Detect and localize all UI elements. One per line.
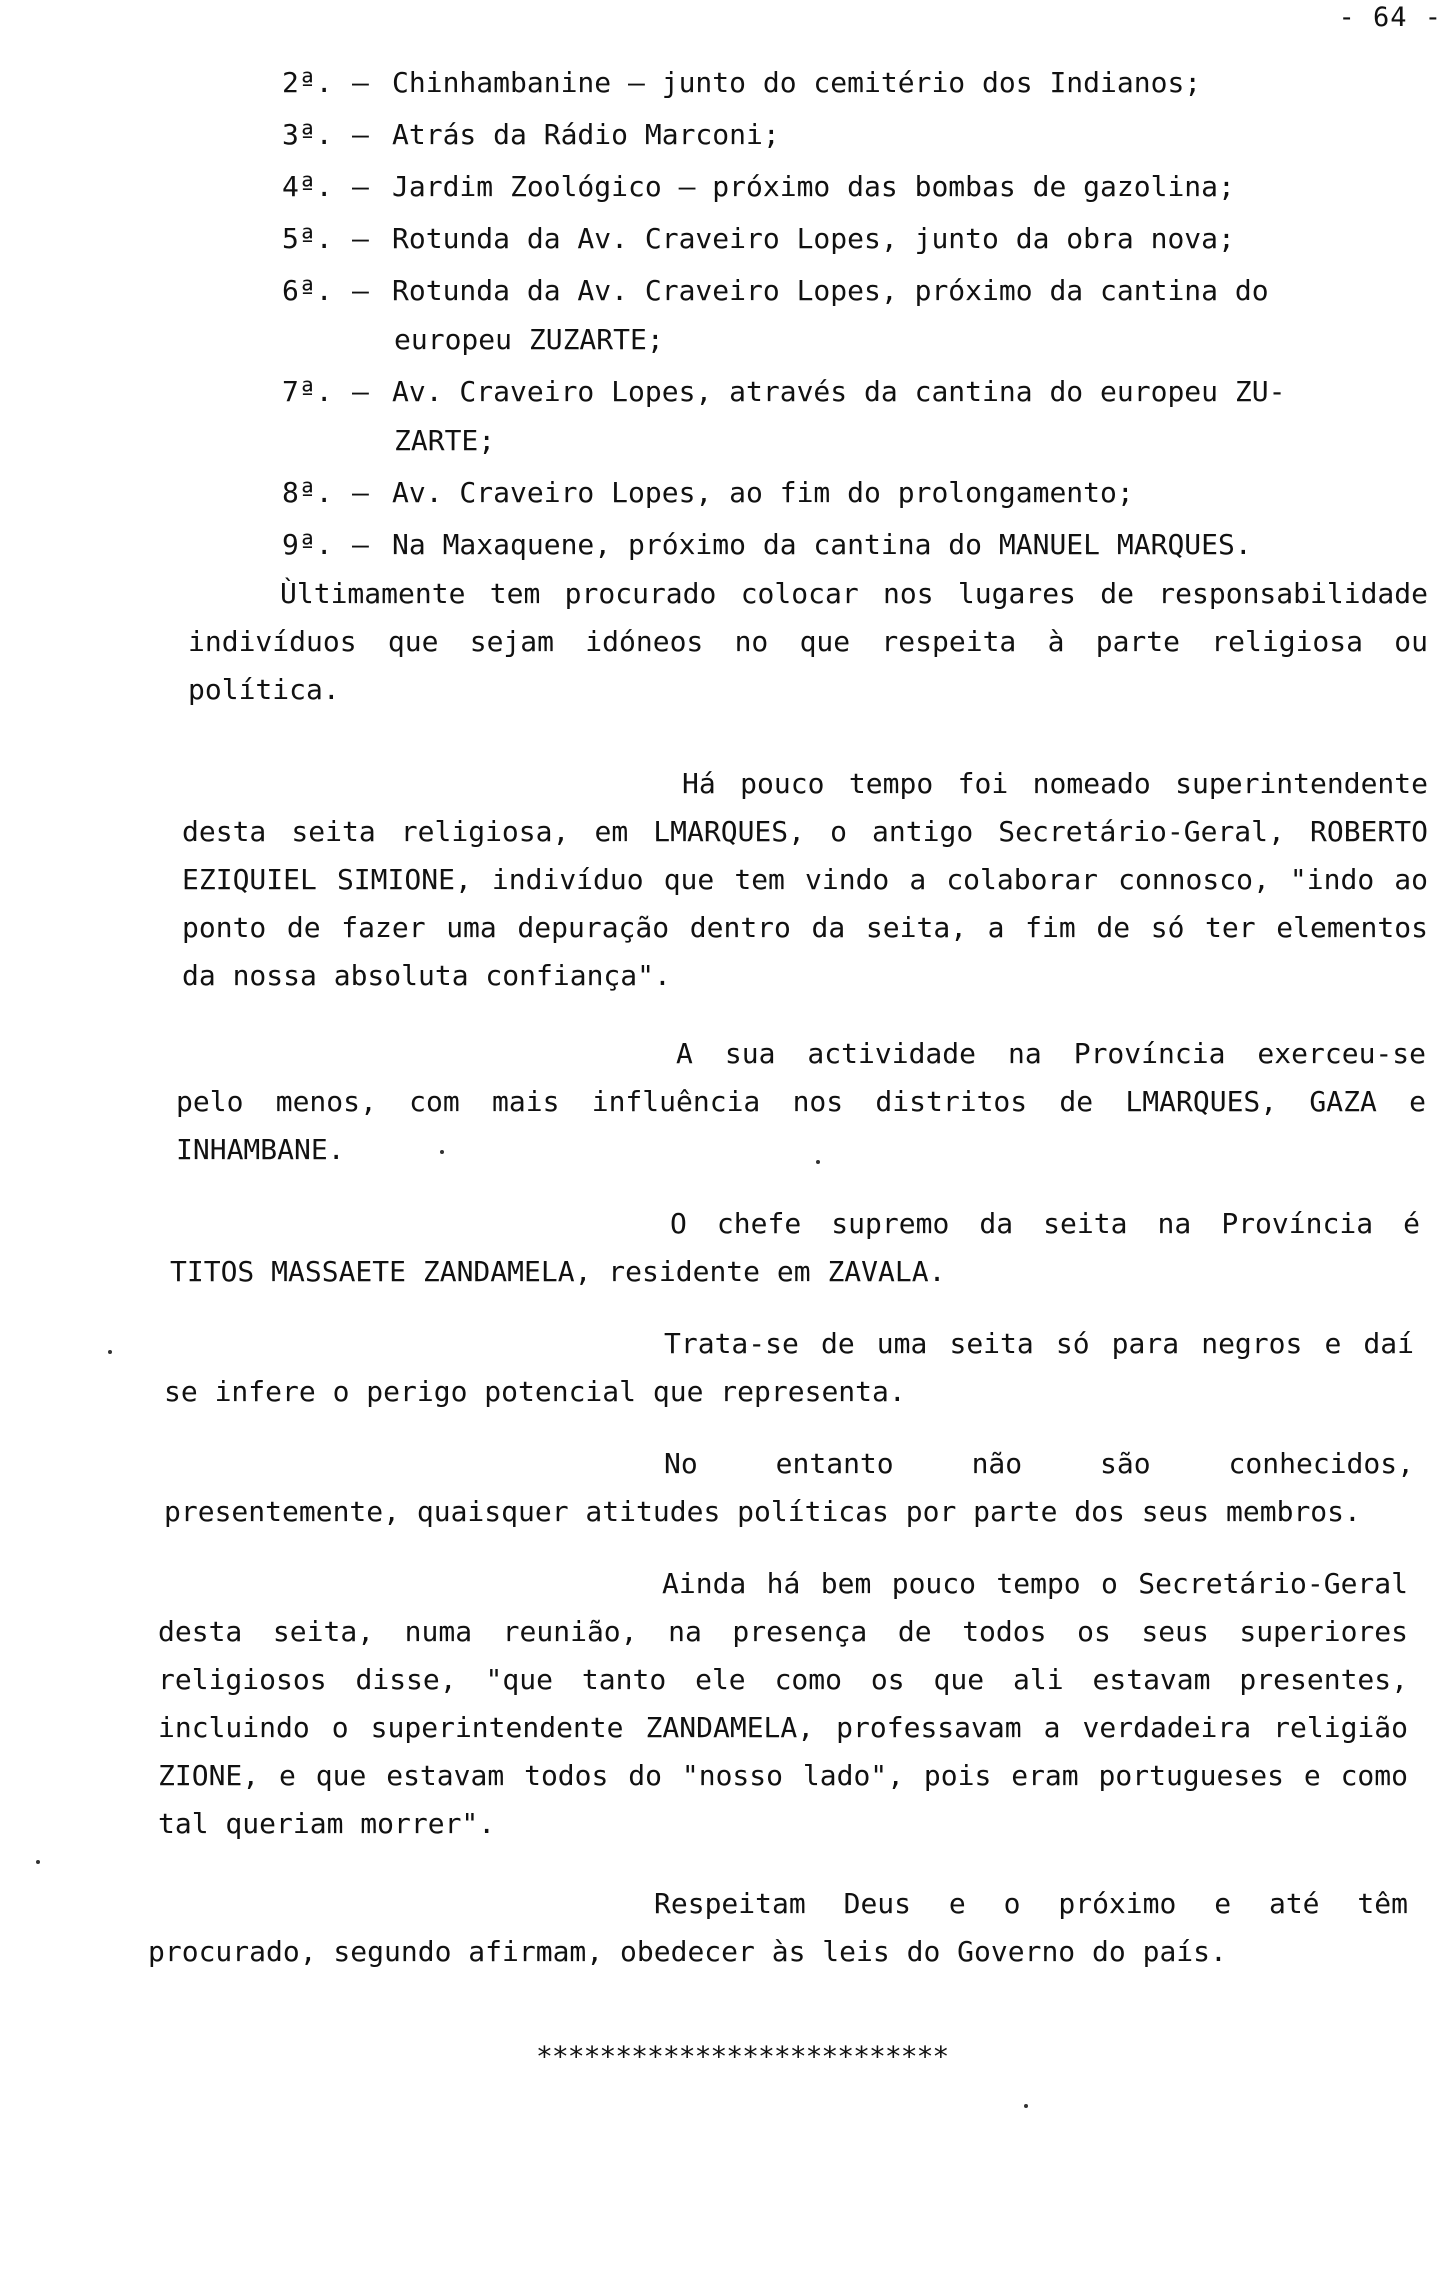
- scan-speck: [108, 1350, 112, 1354]
- list-item: 8ª. – Av. Craveiro Lopes, ao fim do prolongamento;: [282, 476, 1134, 509]
- scan-speck: [1024, 2104, 1028, 2108]
- list-item: 7ª. – Av. Craveiro Lopes, através da cantina do europeu ZU- ZARTE;: [282, 375, 1286, 457]
- paragraph-secretario-geral: Ainda há bem pouco tempo o Secretário-Geral desta seita, numa reunião, na presença de todos os seus superiores religiosos disse, "que tanto ele como os que ali estavam presentes, incluindo o superintendente ZANDAMELA, professavam a verdadeira religião ZIONE, e que estavam todos do "nosso lado", pois eram portugueses e como tal queriam morrer".: [158, 1567, 1408, 1840]
- scan-speck: [36, 1860, 40, 1864]
- list-item: 2ª. – Chinhambanine – junto do cemitério dos Indianos;: [282, 66, 1202, 99]
- paragraph-actividade: A sua actividade na Província exerceu-se pelo menos, com mais influência nos distritos de LMARQUES, GAZA e INHAMBANE.: [176, 1037, 1426, 1166]
- page-number: - 64 -: [1338, 2, 1442, 33]
- list-item: 6ª. – Rotunda da Av. Craveiro Lopes, próximo da cantina do europeu ZUZARTE;: [282, 274, 1269, 356]
- scan-speck: [816, 1160, 820, 1164]
- paragraph-seita-negros: Trata-se de uma seita só para negros e daí se infere o perigo potencial que representa.: [164, 1327, 1414, 1408]
- paragraph-responsabilidade: Ùltimamente tem procurado colocar nos lugares de responsabilidade indivíduos que sejam idóneos no que respeita à parte religiosa ou política.: [188, 577, 1428, 706]
- list-item: 4ª. – Jardim Zoológico – próximo das bombas de gazolina;: [282, 170, 1235, 203]
- paragraph-respeitam-deus: Respeitam Deus e o próximo e até têm procurado, segundo afirmam, obedecer às leis do Governo do país.: [148, 1887, 1408, 1968]
- scan-speck: [440, 1150, 444, 1154]
- location-list: [282, 58, 1402, 572]
- list-item: 9ª. – Na Maxaquene, próximo da cantina do MANUEL MARQUES.: [282, 528, 1252, 561]
- paragraph-atitudes-politicas: No entanto não são conhecidos, presentemente, quaisquer atitudes políticas por parte dos seus membros.: [164, 1447, 1414, 1528]
- list-item: 3ª. – Atrás da Rádio Marconi;: [282, 118, 780, 151]
- paragraph-chefe-supremo: O chefe supremo da seita na Província é TITOS MASSAETE ZANDAMELA, residente em ZAVALA.: [170, 1207, 1420, 1288]
- paragraph-superintendente: Há pouco tempo foi nomeado superintendente desta seita religiosa, em LMARQUES, o antigo Secretário-Geral, ROBERTO EZIQUIEL SIMIONE, indivíduo que tem vindo a colaborar connosco, "indo ao ponto de fazer uma depuração dentro da seita, a fim de só ter elementos da nossa absoluta confiança".: [182, 767, 1428, 992]
- list-item: 5ª. – Rotunda da Av. Craveiro Lopes, junto da obra nova;: [282, 222, 1235, 255]
- separator-line: **************************: [536, 2040, 949, 2073]
